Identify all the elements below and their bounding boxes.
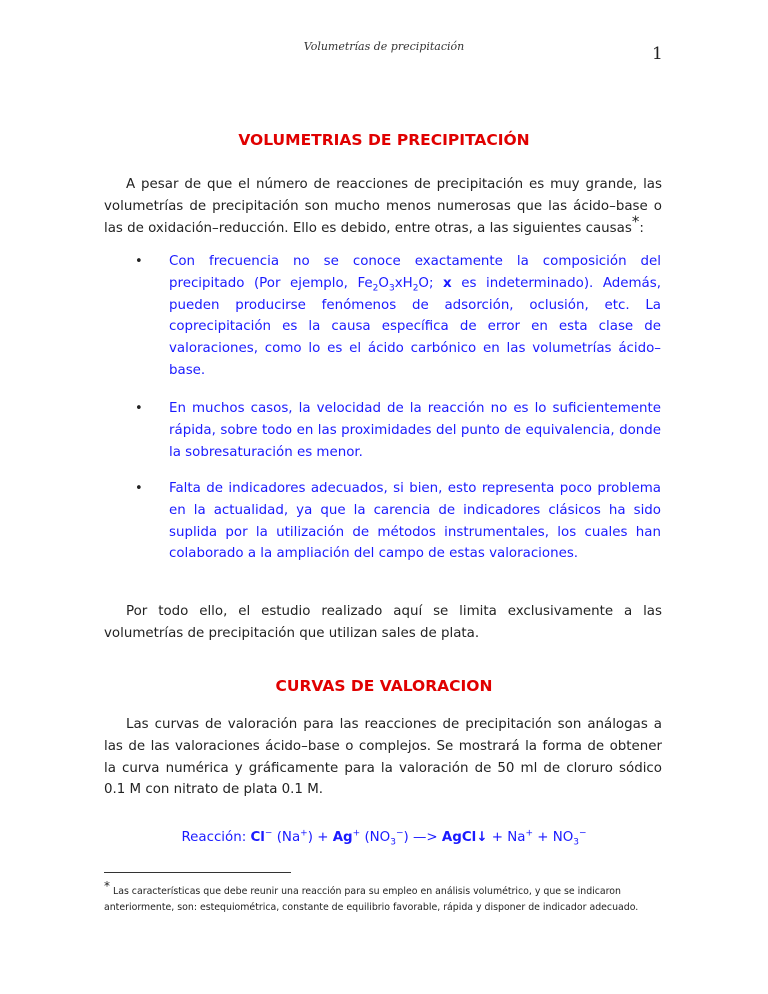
bullet-item-speed bbox=[135, 398, 661, 463]
footnote-divider bbox=[104, 872, 291, 873]
section-title-curvas: CURVAS DE VALORACION bbox=[275, 677, 493, 695]
footnote bbox=[104, 878, 666, 916]
charge: + bbox=[525, 828, 533, 839]
section-title-volumetrias: VOLUMETRIAS DE PRECIPITACIÓN bbox=[238, 131, 530, 149]
bullet-text: En muchos casos, la velocidad de la reacción no es lo suficientemente rápida, sobre todo en las proximidades del punto de equivalencia, donde la sobresaturación es menor. bbox=[169, 401, 661, 460]
bullet-text: Falta de indicadores adecuados, si bien, esto representa poco problema en la actualidad, ya que la carencia de indicadores clásicos ha sido suplida por la utilización de métodos instrumentales, los cuales han colaborado a la ampliación del campo de estas valoraciones. bbox=[169, 481, 661, 562]
intro-paragraph bbox=[104, 174, 662, 239]
charge: − bbox=[395, 828, 404, 839]
nitrate: + NO bbox=[532, 830, 574, 845]
reaction-label: Reacción: bbox=[181, 830, 251, 845]
running-header: Volumetrías de precipitación bbox=[303, 40, 465, 53]
chloride: Cl bbox=[250, 830, 265, 845]
subscript: 2 bbox=[372, 283, 379, 294]
subscript: 3 bbox=[388, 283, 395, 294]
subscript: 3 bbox=[573, 837, 580, 848]
charge: + bbox=[300, 828, 308, 839]
silver: Ag bbox=[332, 830, 353, 845]
footnote-ref[interactable]: * bbox=[631, 212, 640, 231]
curves-paragraph: Las curvas de valoración para las reacciones de precipitación son análogas a las de las valoraciones ácido–base o complejos. Se mostrará la forma de obtener la curva numérica y gráficamente para la valoración de 50 ml de cloruro sódico 0.1 M con nitrato de plata 0.1 M. bbox=[104, 717, 662, 798]
bullet-icon: • bbox=[135, 481, 143, 496]
bullet-text: Con frecuencia no se conoce exactamente la composición del precipitado (Por ejemplo, Fe bbox=[169, 254, 661, 291]
nitrate: (NO bbox=[360, 830, 391, 845]
subscript: 3 bbox=[390, 837, 396, 848]
bullet-icon: • bbox=[135, 254, 143, 269]
sodium: + Na bbox=[487, 830, 526, 845]
bullet-icon: • bbox=[135, 401, 143, 416]
charge: − bbox=[264, 828, 273, 839]
reaction-equation bbox=[0, 828, 768, 848]
subscript: 2 bbox=[412, 283, 419, 294]
page-number: 1 bbox=[652, 44, 663, 64]
intro-colon: : bbox=[639, 220, 644, 236]
footnote-text: Las características que debe reunir una reacción para su empleo en análisis volumétrico, y que se indicaron anteriormente, son: estequiométrica, constante de equilibrio favorable, rápida y disponer de indicador adecuado. bbox=[104, 886, 639, 913]
operator: ) + bbox=[307, 830, 333, 845]
bullet-text: xH bbox=[394, 275, 413, 291]
sodium: (Na bbox=[272, 830, 301, 845]
arrow: ) —> bbox=[403, 830, 442, 845]
intro-text: A pesar de que el número de reacciones de precipitación es muy grande, las volumetrías de precipitación son mucho menos numerosas que las ácido–base o las de oxidación–reducción. Ello es debido, entre otras, a las siguientes causas bbox=[104, 177, 662, 236]
bullet-text: es indeterminado). Además, pueden producirse fenómenos de adsorción, oclusión, etc. La coprecipitación es la causa específica de error en esta clase de valoraciones, como lo es el ácido carbónico en las volumetrías ácido–base. bbox=[169, 275, 662, 378]
bullet-item-composition bbox=[135, 251, 662, 382]
bullet-item-indicators bbox=[135, 478, 661, 565]
conclusion-paragraph: Por todo ello, el estudio realizado aquí se limita exclusivamente a las volumetrías de precipitación que utilizan sales de plata. bbox=[104, 604, 662, 641]
precipitate: AgCl↓ bbox=[441, 830, 488, 845]
charge: − bbox=[579, 828, 587, 839]
bullet-text: O bbox=[378, 275, 389, 291]
bullet-bold: x bbox=[443, 275, 452, 291]
charge: + bbox=[352, 828, 361, 839]
bullet-text: O; bbox=[418, 275, 444, 291]
footnote-mark: * bbox=[104, 878, 110, 893]
